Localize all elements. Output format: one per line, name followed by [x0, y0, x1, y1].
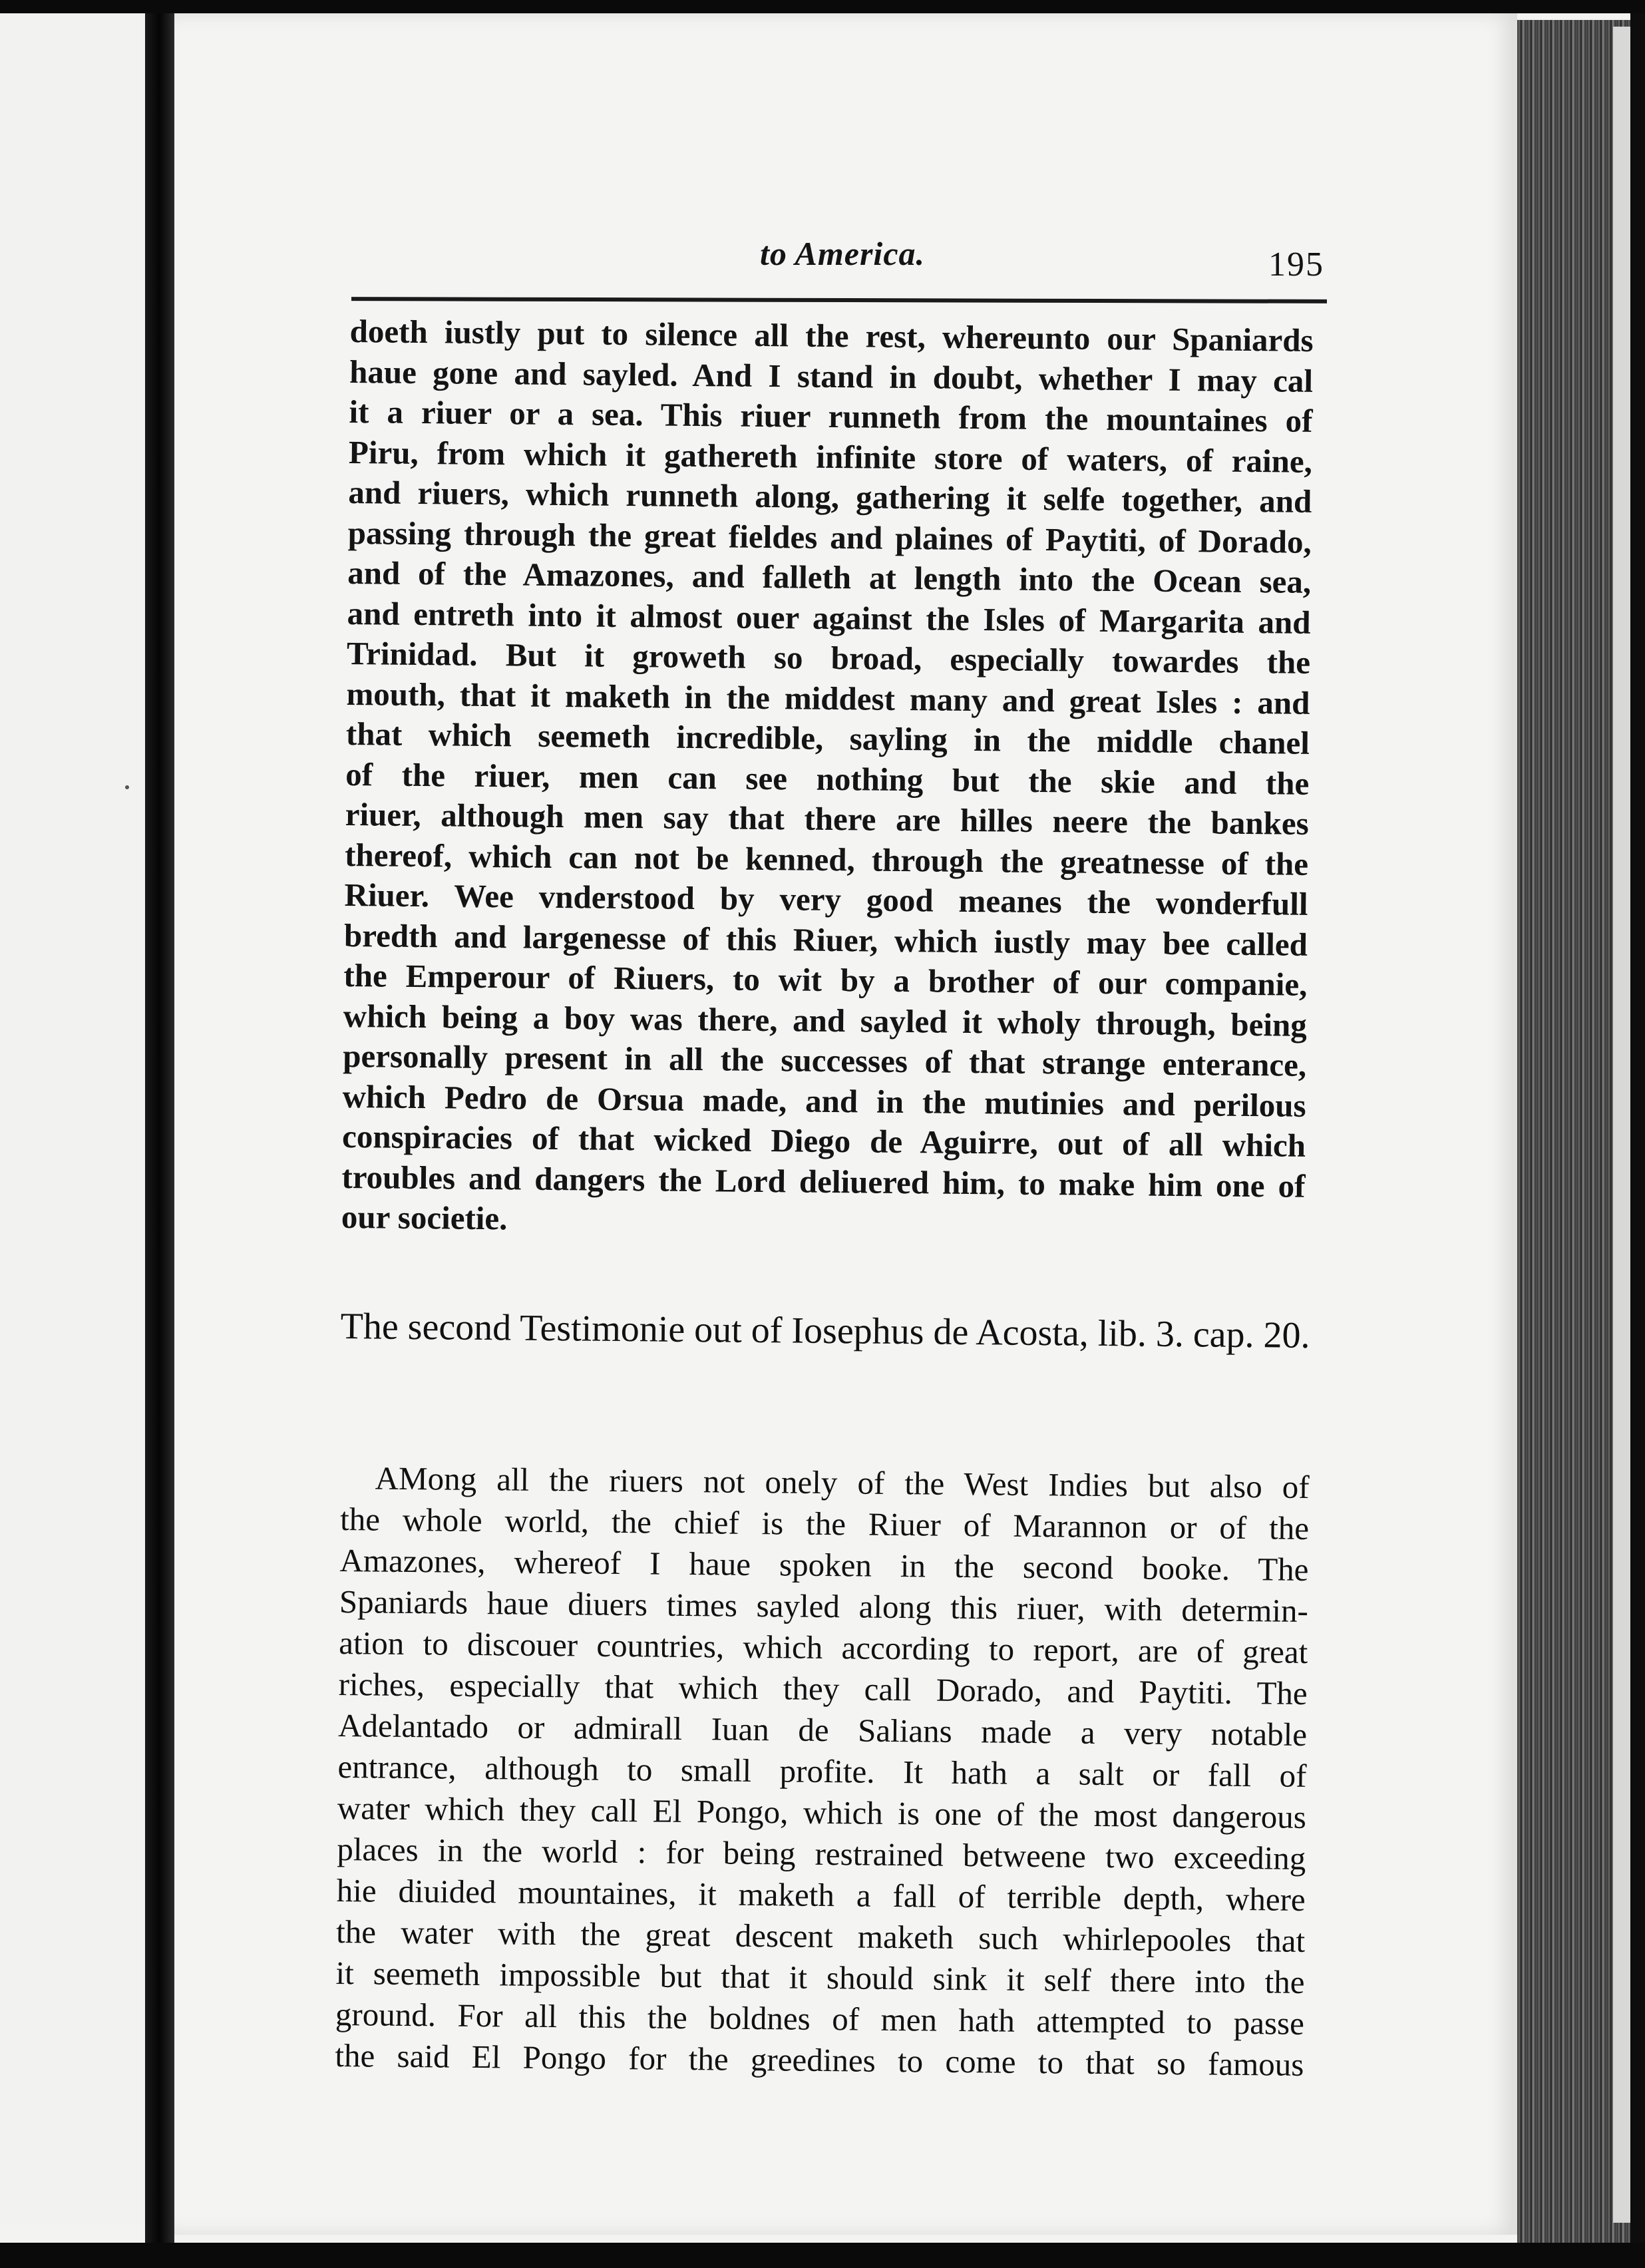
text-line: it a riuer or a sea. This riuer runneth from the mountaines of	[349, 393, 1313, 439]
scanner-bottom-edge	[0, 2243, 1645, 2268]
text-line: thereof, which can not be kenned, through the greatnesse of the	[344, 836, 1309, 882]
page-number: 195	[1268, 246, 1324, 284]
running-head-title: to America.	[760, 235, 926, 272]
text-line: conspiracies of that wicked Diego de Aguirre, out of all which	[341, 1117, 1306, 1164]
scan-speck	[125, 785, 129, 789]
text-line: the said El Pongo for the greedines to come to that so famous	[335, 2036, 1304, 2083]
running-head	[353, 226, 1324, 286]
text-line: which being a boy was there, and sayled it wholy through, being	[343, 997, 1308, 1043]
text-line: the whole world, the chief is the Riuer of Marannon or of the	[339, 1500, 1310, 1547]
text-line: which Pedro de Orsua made, and in the mutinies and perilous	[342, 1077, 1306, 1124]
text-line: it seemeth impossible but that it should sink it self there into the	[335, 1954, 1305, 2000]
text-line: our societie.	[341, 1198, 508, 1237]
text-line: Piru, from which it gathereth infinite store of waters, of raine,	[348, 433, 1313, 480]
text-line: bredth and largenesse of this Riuer, which iustly may bee called	[343, 916, 1308, 963]
text-line: ation to discouer countries, which according to report, are of great	[339, 1624, 1308, 1670]
facing-page-edge	[0, 9, 148, 2225]
text-line: of the riuer, men can see nothing but the skie and the	[345, 755, 1310, 802]
text-line: and riuers, which runneth along, gathering it selfe together, and	[348, 473, 1312, 520]
text-line: doeth iustly put to silence all the rest, whereunto our Spaniards	[349, 312, 1314, 359]
section-heading: The second Testimonie out of Iosephus de Acosta, lib. 3. cap. 20.	[340, 1305, 1310, 1356]
text-line: riches, especially that which they call Dorado, and Paytiti. The	[338, 1665, 1308, 1712]
text-line: Trinidad. But it groweth so broad, especially towardes the	[346, 634, 1311, 681]
text-line: entrance, although to small profite. It hath a salt or fall of	[337, 1748, 1307, 1794]
paragraph-2	[335, 1457, 1310, 2086]
text-line: water which they call El Pongo, which is one of the most dangerous	[337, 1789, 1307, 1835]
text-line: personally present in all the successes of that strange enterance,	[342, 1037, 1307, 1083]
text-line: Spaniards haue diuers times sayled along this riuer, with determin-	[339, 1583, 1309, 1629]
scanner-right-edge	[1630, 0, 1645, 2268]
text-line: Riuer. Wee vnderstood by very good meanes the wonderfull	[344, 876, 1308, 922]
text-line: mouth, that it maketh in the middest many and great Isles : and	[346, 675, 1310, 721]
text-line: places in the world : for being restrained betweene two exceeding	[337, 1830, 1306, 1877]
text-line: AMong all the riuers not onely of the West Indies but also of	[375, 1459, 1310, 1505]
paragraph-1	[341, 311, 1314, 1246]
text-line: and entreth into it almost ouer against the Isles of Margarita and	[347, 594, 1311, 641]
text-line: the water with the great descent maketh such whirlepooles that	[335, 1913, 1306, 1959]
text-line: troubles and dangers the Lord deliuered him, to make him one of	[341, 1158, 1306, 1205]
text-line: haue gone and sayled. And I stand in doubt, whether I may cal	[349, 353, 1314, 399]
text-line: passing through the great fieldes and plaines of Paytiti, of Dorado,	[347, 514, 1312, 560]
text-line: Amazones, whereof I haue spoken in the second booke. The	[339, 1541, 1309, 1588]
text-line: the Emperour of Riuers, to wit by a brother of our companie,	[343, 956, 1308, 1003]
text-line: Adelantado or admirall Iuan de Salians made a very notable	[337, 1706, 1308, 1753]
text-line: and of the Amazones, and falleth at length into the Ocean sea,	[347, 554, 1312, 600]
text-line: hie diuided mountaines, it maketh a fall of terrible depth, where	[336, 1871, 1306, 1918]
text-line: ground. For all this the boldnes of men hath attempted to passe	[335, 1995, 1305, 2042]
text-line: riuer, although men say that there are hilles neere the bankes	[345, 795, 1309, 842]
text-line: that which seemeth incredible, sayling in the middle chanel	[345, 715, 1310, 761]
book-gutter	[145, 0, 174, 2268]
page-stack-highlight	[1613, 27, 1630, 2223]
scanner-top-edge	[0, 0, 1645, 13]
